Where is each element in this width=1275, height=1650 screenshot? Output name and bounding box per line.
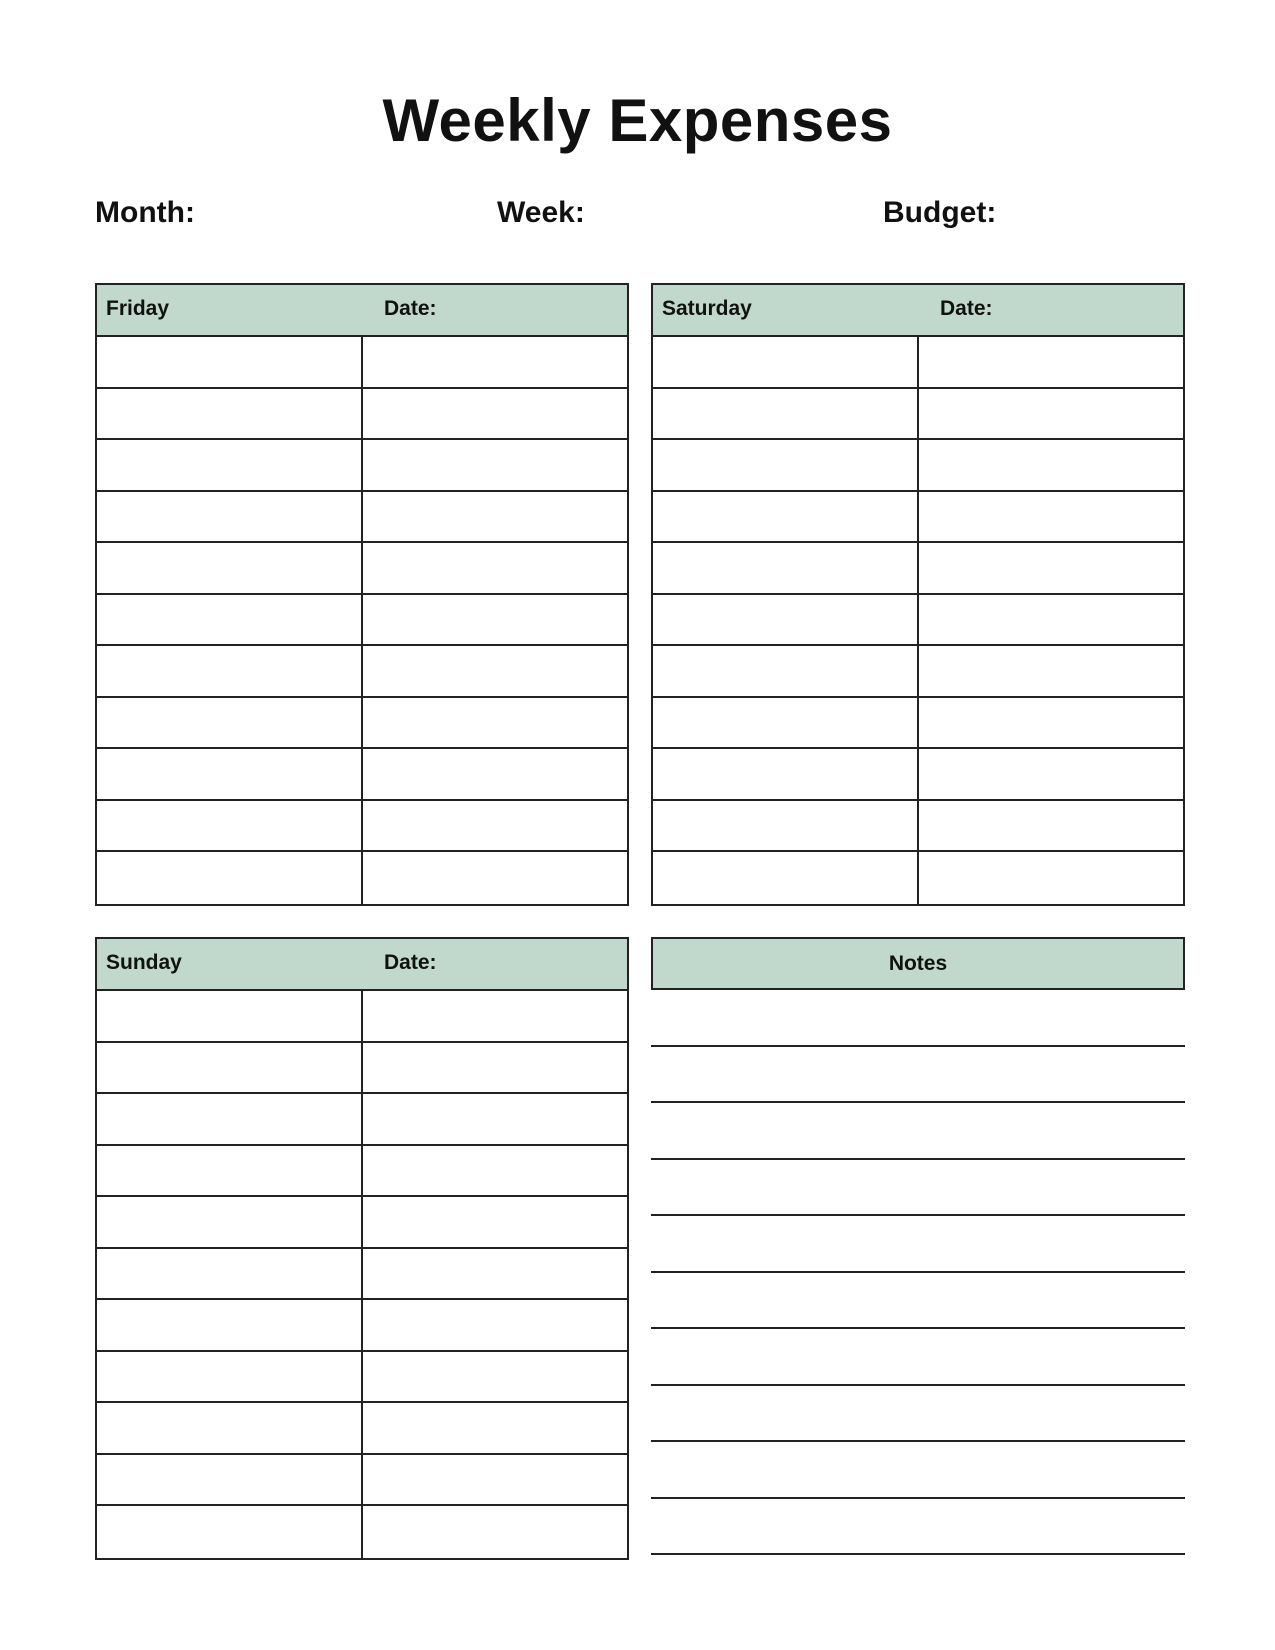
expense-row [97, 698, 627, 750]
expense-amount-cell[interactable] [919, 595, 1183, 645]
expense-item-cell[interactable] [653, 543, 919, 593]
notes-line[interactable] [651, 1160, 1185, 1217]
expense-item-cell[interactable] [97, 492, 363, 542]
expense-amount-cell[interactable] [919, 749, 1183, 799]
date-label: Date: [384, 951, 437, 974]
expense-row [97, 1146, 627, 1198]
date-label: Date: [940, 297, 993, 320]
date-label: Date: [384, 297, 437, 320]
expense-row [653, 698, 1183, 750]
expense-amount-cell[interactable] [363, 852, 627, 904]
notes-line[interactable] [651, 1442, 1185, 1499]
notes-line[interactable] [651, 990, 1185, 1047]
expense-amount-cell[interactable] [363, 440, 627, 490]
expense-item-cell[interactable] [97, 749, 363, 799]
expense-row [97, 440, 627, 492]
expense-amount-cell[interactable] [363, 801, 627, 851]
expense-item-cell[interactable] [97, 801, 363, 851]
expense-rows [97, 337, 627, 904]
expense-amount-cell[interactable] [363, 1249, 627, 1299]
expense-row [97, 646, 627, 698]
expense-item-cell[interactable] [97, 646, 363, 696]
expense-row [97, 1094, 627, 1146]
day-table-sunday [95, 937, 629, 1560]
expense-item-cell[interactable] [97, 389, 363, 439]
expense-amount-cell[interactable] [363, 337, 627, 387]
day-table-saturday [651, 283, 1185, 906]
expense-row [97, 1455, 627, 1507]
notes-line[interactable] [651, 1499, 1185, 1556]
expense-row [97, 1300, 627, 1352]
expense-item-cell[interactable] [653, 646, 919, 696]
expense-row [97, 1352, 627, 1404]
expense-item-cell[interactable] [97, 1043, 363, 1093]
expense-amount-cell[interactable] [919, 543, 1183, 593]
expense-row [97, 852, 627, 904]
expense-row [653, 440, 1183, 492]
expense-amount-cell[interactable] [363, 389, 627, 439]
expense-row [97, 492, 627, 544]
expense-row [653, 595, 1183, 647]
notes-line[interactable] [651, 1386, 1185, 1443]
expense-amount-cell[interactable] [363, 1094, 627, 1144]
expense-item-cell[interactable] [97, 1249, 363, 1299]
expense-rows [97, 991, 627, 1558]
expense-row [653, 492, 1183, 544]
expense-amount-cell[interactable] [363, 1146, 627, 1196]
expense-item-cell[interactable] [97, 1197, 363, 1247]
expense-amount-cell[interactable] [363, 646, 627, 696]
expense-amount-cell[interactable] [919, 801, 1183, 851]
expense-amount-cell[interactable] [363, 1197, 627, 1247]
budget-label: Budget: [883, 196, 997, 229]
expense-item-cell[interactable] [97, 595, 363, 645]
expense-row [97, 801, 627, 853]
expense-amount-cell[interactable] [363, 1043, 627, 1093]
expense-amount-cell[interactable] [919, 852, 1183, 904]
expense-row [97, 1043, 627, 1095]
expense-item-cell[interactable] [653, 801, 919, 851]
day-name: Friday [106, 297, 170, 320]
expense-amount-cell[interactable] [363, 543, 627, 593]
expense-amount-cell[interactable] [363, 698, 627, 748]
day-header [97, 939, 627, 991]
week-label: Week: [497, 196, 585, 229]
expense-row [97, 543, 627, 595]
expense-item-cell[interactable] [97, 440, 363, 490]
expense-item-cell[interactable] [653, 698, 919, 748]
notes-line[interactable] [651, 1329, 1185, 1386]
expense-amount-cell[interactable] [363, 991, 627, 1041]
notes-line[interactable] [651, 1103, 1185, 1160]
expense-item-cell[interactable] [653, 852, 919, 904]
notes-header: Notes [651, 937, 1185, 990]
expense-row [97, 1403, 627, 1455]
day-header [97, 285, 627, 337]
expense-amount-cell[interactable] [919, 492, 1183, 542]
expense-item-cell[interactable] [97, 991, 363, 1041]
expense-row [97, 389, 627, 441]
expense-item-cell[interactable] [653, 749, 919, 799]
expense-amount-cell[interactable] [919, 646, 1183, 696]
expense-item-cell[interactable] [97, 337, 363, 387]
notes-line[interactable] [651, 1273, 1185, 1330]
expense-item-cell[interactable] [97, 852, 363, 904]
expense-amount-cell[interactable] [919, 440, 1183, 490]
notes-lines [651, 990, 1185, 1555]
expense-amount-cell[interactable] [363, 1352, 627, 1402]
expense-row [653, 337, 1183, 389]
expense-row [653, 852, 1183, 904]
expense-item-cell[interactable] [97, 1300, 363, 1350]
expense-item-cell[interactable] [97, 1455, 363, 1505]
expense-item-cell[interactable] [97, 698, 363, 748]
expense-row [97, 1249, 627, 1301]
expense-amount-cell[interactable] [919, 389, 1183, 439]
expense-rows [653, 337, 1183, 904]
expense-item-cell[interactable] [653, 337, 919, 387]
expense-row [653, 749, 1183, 801]
notes-line[interactable] [651, 1216, 1185, 1273]
expense-row [97, 1197, 627, 1249]
expense-row [653, 543, 1183, 595]
expense-item-cell[interactable] [97, 1506, 363, 1558]
expense-item-cell[interactable] [97, 1146, 363, 1196]
notes-section [651, 937, 1185, 1555]
expense-amount-cell[interactable] [919, 337, 1183, 387]
expense-item-cell[interactable] [97, 543, 363, 593]
expense-item-cell[interactable] [653, 440, 919, 490]
day-table-friday [95, 283, 629, 906]
expense-row [97, 749, 627, 801]
expense-row [653, 646, 1183, 698]
day-header [653, 285, 1183, 337]
expense-amount-cell[interactable] [363, 1403, 627, 1453]
expense-amount-cell[interactable] [363, 492, 627, 542]
expense-item-cell[interactable] [653, 389, 919, 439]
expense-amount-cell[interactable] [363, 1300, 627, 1350]
expense-amount-cell[interactable] [363, 749, 627, 799]
expense-item-cell[interactable] [653, 492, 919, 542]
notes-line[interactable] [651, 1047, 1185, 1104]
expense-item-cell[interactable] [97, 1094, 363, 1144]
expense-row [97, 991, 627, 1043]
day-name: Saturday [662, 297, 752, 320]
day-name: Sunday [106, 951, 182, 974]
expense-item-cell[interactable] [97, 1403, 363, 1453]
expense-amount-cell[interactable] [363, 1455, 627, 1505]
page-title: Weekly Expenses [382, 87, 893, 154]
expense-row [97, 595, 627, 647]
expense-amount-cell[interactable] [363, 595, 627, 645]
month-label: Month: [95, 196, 195, 229]
expense-item-cell[interactable] [653, 595, 919, 645]
expense-item-cell[interactable] [97, 1352, 363, 1402]
expense-row [97, 337, 627, 389]
expense-amount-cell[interactable] [919, 698, 1183, 748]
expense-row [97, 1506, 627, 1558]
expense-amount-cell[interactable] [363, 1506, 627, 1558]
expense-row [653, 801, 1183, 853]
expense-row [653, 389, 1183, 441]
